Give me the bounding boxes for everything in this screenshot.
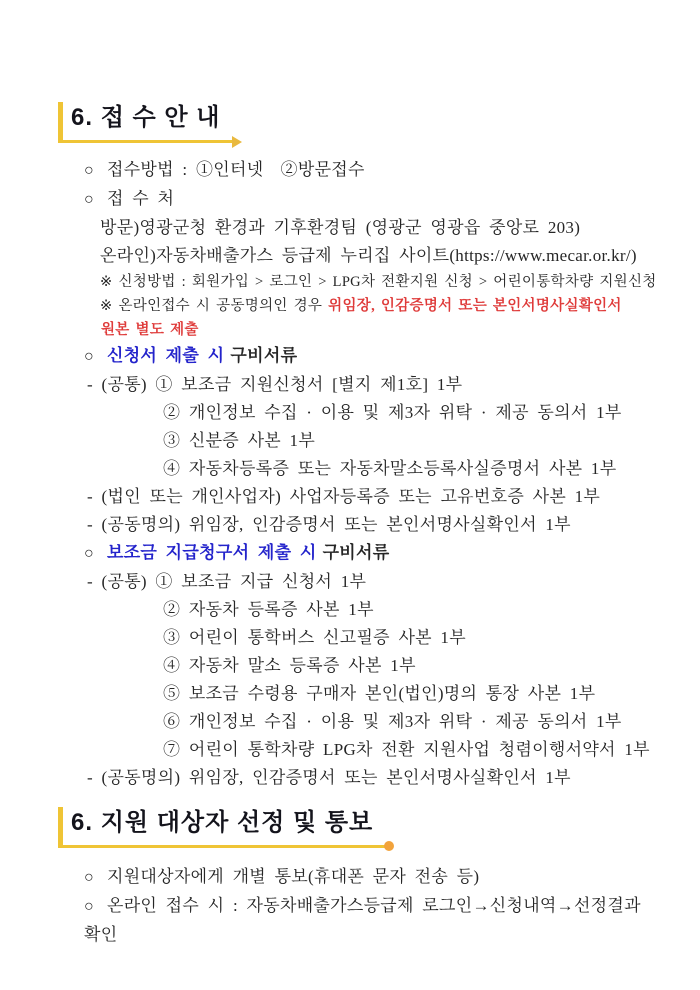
note-method-text: 신청방법 : 회원가입 > 로그인 > LPG차 전환지원 신청 > 어린이통학차량 지원신청 [118,274,657,290]
docs-apply-title-blue: 신청서 제출 시 [106,346,225,365]
note-method-line [64,270,664,294]
doc-item-text: - (공동명의) 위임장, 인감증명서 또는 본인서명사실확인서 1부 [87,768,571,787]
doc-item-text: ③ 어린이 통학버스 신고필증 사본 1부 [163,628,466,647]
docs-claim-common-first [64,568,664,596]
circle-bullet-icon: ○ [84,348,94,365]
place-label: 접 수 처 [106,189,175,208]
section-number: 6. [71,104,94,131]
doc-item-text: ⑤ 보조금 수령용 구매자 본인(법인)명의 통장 사본 1부 [163,684,596,703]
visit-text: 방문)영광군청 환경과 기후환경팀 (영광군 영광읍 중앙로 203) [100,218,581,237]
docs-apply-item [64,399,664,427]
circle-bullet-icon: ○ [84,898,94,915]
list-item-online-check [64,892,664,949]
doc-item-text: - (공통) ① 보조금 지원신청서 [별지 제1호] 1부 [87,375,463,394]
doc-item-text: - (법인 또는 개인사업자) 사업자등록증 또는 고유번호증 사본 1부 [87,487,601,506]
docs-claim-item [64,680,664,708]
docs-claim-extra [64,764,664,792]
underline-arrow-icon [232,136,242,148]
section-title: 접 수 안 내 [100,104,221,131]
docs-apply-extra [64,511,664,539]
section-select-wrap [64,807,664,848]
list-item-place [64,185,664,214]
reference-mark-icon: ※ [100,274,113,290]
online-line [64,242,664,270]
section-number: 6. [71,809,94,836]
note-joint-red-text: 위임장, 인감증명서 또는 본인서명사실확인서 [328,298,622,314]
circle-bullet-icon: ○ [84,162,94,179]
section-title: 지원 대상자 선정 및 통보 [100,809,374,836]
visit-line [64,214,664,242]
circle-bullet-icon: ○ [84,191,94,208]
circle-bullet-icon: ○ [84,869,94,886]
note-joint-red-cont-text: 원본 별도 제출 [101,322,199,338]
docs-claim-item [64,708,664,736]
doc-item-text: - (공동명의) 위임장, 인감증명서 또는 본인서명사실확인서 1부 [87,515,571,534]
docs-apply-heading [64,342,664,371]
list-item-method [64,156,664,185]
note-joint-line [64,294,664,318]
doc-item-text: ④ 자동차등록증 또는 자동차말소등록사실증명서 사본 1부 [163,459,617,478]
docs-claim-title-rest: 구비서류 [322,543,390,562]
doc-item-text: ③ 신분증 사본 1부 [163,431,316,450]
section-heading-receipt [58,102,234,143]
docs-claim-item [64,652,664,680]
doc-item-text: - (공통) ① 보조금 지급 신청서 1부 [87,572,367,591]
docs-claim-item [64,596,664,624]
section-heading-selection [58,807,387,848]
docs-apply-item [64,455,664,483]
doc-item-text: ⑦ 어린이 통학차량 LPG차 전환 지원사업 청렴이행서약서 1부 [163,740,650,759]
doc-item-text: ⑥ 개인정보 수집 · 이용 및 제3자 위탁 · 제공 동의서 1부 [163,712,622,731]
notify-text: 지원대상자에게 개별 통보(휴대폰 문자 전송 등) [106,867,480,886]
docs-apply-item [64,427,664,455]
docs-claim-heading [64,539,664,568]
method-text: 접수방법 : ①인터넷 ②방문접수 [106,160,365,179]
note-joint-continuation [64,318,664,342]
docs-apply-common-first [64,371,664,399]
online-check-text: 온라인 접수 시 : 자동차배출가스등급제 로그인→신청내역→선정결과 확인 [84,896,650,944]
doc-item-text: ② 자동차 등록증 사본 1부 [163,600,374,619]
docs-claim-title-blue: 보조금 지급청구서 제출 시 [106,543,317,562]
online-url-text: 온라인)자동차배출가스 등급제 누리집 사이트(https://www.mecar.or.kr/) [100,246,637,265]
docs-claim-item [64,624,664,652]
list-item-notify [64,863,664,892]
circle-bullet-icon: ○ [84,545,94,562]
doc-item-text: ④ 자동차 말소 등록증 사본 1부 [163,656,416,675]
docs-apply-extra [64,483,664,511]
doc-item-text: ② 개인정보 수집 · 이용 및 제3자 위탁 · 제공 동의서 1부 [163,403,622,422]
note-joint-prefix: 온라인접수 시 공동명의인 경우 [118,298,329,314]
reference-mark-icon: ※ [100,298,113,314]
docs-claim-item [64,736,664,764]
docs-apply-title-rest: 구비서류 [230,346,298,365]
underline-dot-icon [384,841,394,851]
